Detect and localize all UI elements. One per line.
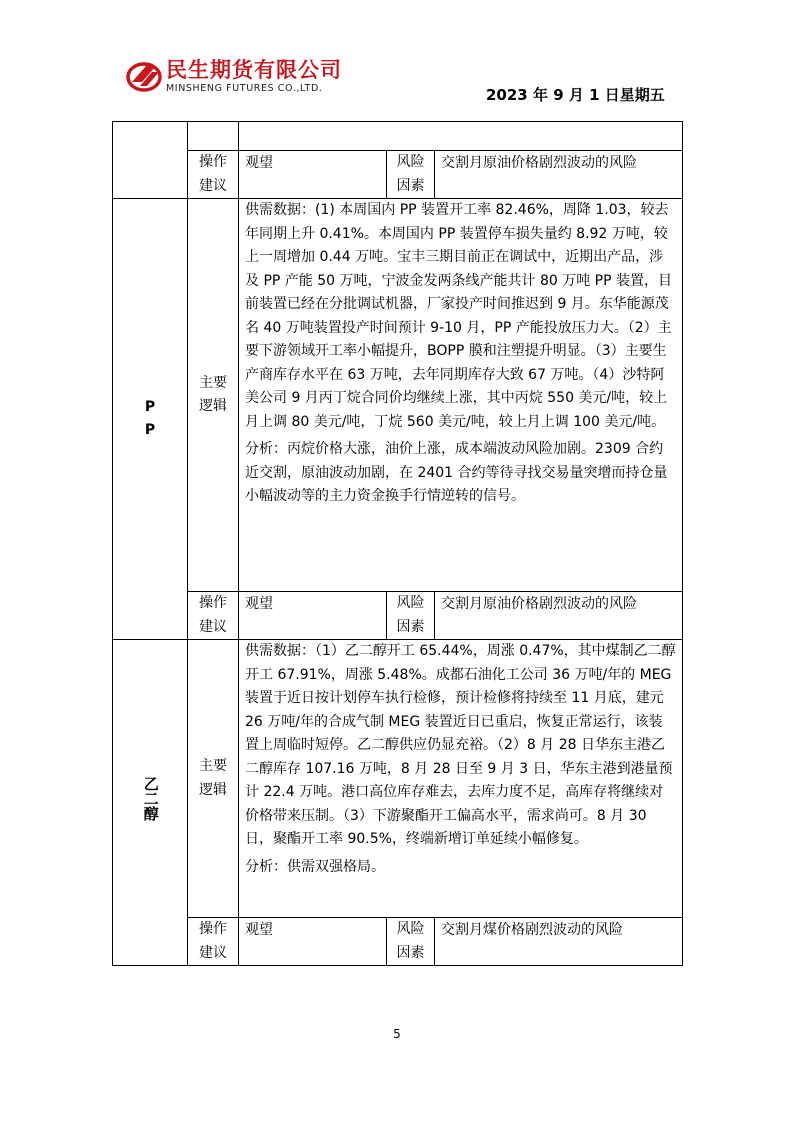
- risk-value: 交割月煤价格剧烈波动的风险: [435, 918, 683, 966]
- pp-logic-row: [113, 199, 683, 592]
- pp-supply-text: 供需数据：(1) 本周国内 PP 装置开工率 82.46%，周降 1.03，较去年同期上升 0.41%。本周国内 PP 装置停车损失量约 8.92 万吨，较上一周增加 0.44 万吨。宝丰三期目前正在调试中，近期出产品，涉及 PP 产能 50 万吨，宁波金发两条线产能共计 80 万吨 PP 装置，目前装置已经在分批调试机器，厂家投产时间推迟到 9 月。东华能源茂名 40 万吨装置投产时间预计 9-10 月，PP 产能投放压力大。（2）主要下游领域开工率小幅提升，BOPP 膜和注塑提升明显。（3）主要生产商库存水平在 63 万吨，去年同期库存大致 67 万吨。（4）沙特阿美公司 9 月丙丁烷合同价均继续上涨，其中丙烷 550 美元/吨，较上月上调 80 美元/吨，丁烷 560 美元/吨，较上月上调 100 美元/吨。: [245, 202, 672, 430]
- pp-analysis-text: 分析：丙烷价格大涨，油价上涨，成本端波动风险加剧。2309 合约近交割，原油波动加剧，在 2401 合约等待寻找交易量突增而持仓量小幅波动等的主力资金换手行情逆转的信号。: [245, 441, 668, 504]
- op-value: 观望: [239, 151, 387, 199]
- company-name-cn: 民生期货有限公司: [166, 58, 342, 82]
- pp-op-row: [113, 592, 683, 640]
- strategy-table: [112, 121, 683, 966]
- logo-mark-icon: [126, 58, 162, 94]
- meg-supply-text: 供需数据：（1）乙二醇开工 65.44%，周涨 0.47%，其中煤制乙二醇开工 67.91%，周涨 5.48%。成都石油化工公司 36 万吨/年的 MEG 装置于近日按计划停车执行检修，预计检修将持续至 11 月底，建元 26 万吨/年的合成气制 MEG 装置近日已重启，恢复正常运行，该装置上周临时短停。乙二醇供应仍显充裕。（2）8 月 28 日华东主港乙二醇库存 107.16 万吨，8 月 28 日至 9 月 3 日，华东主港到港量预计 22.4 万吨。港口高位库存难去，去库力度不足，高库存将继续对价格带来压制。（3）下游聚酯开工偏高水平，需求尚可。8 月 30 日，聚酯开工率 90.5%，终端新增订单延续小幅修复。: [245, 643, 676, 847]
- op-label: 操作 建议: [188, 918, 239, 966]
- report-date: 2023 年 9 月 1 日星期五: [486, 86, 665, 104]
- risk-value: 交割月原油价格剧烈波动的风险: [435, 592, 683, 640]
- risk-label: 风险 因素: [387, 151, 435, 199]
- meg-logic-row: [113, 640, 683, 918]
- top-op-row: [113, 151, 683, 199]
- previous-logic-label-cell: [188, 122, 239, 151]
- meg-logic-text: [239, 640, 683, 918]
- category-pp: P P: [113, 199, 188, 640]
- op-value: 观望: [239, 592, 387, 640]
- company-logo: [126, 56, 366, 100]
- op-label: 操作 建议: [188, 151, 239, 199]
- op-value: 观望: [239, 918, 387, 966]
- risk-label: 风险 因素: [387, 592, 435, 640]
- previous-logic-cell: [239, 122, 683, 151]
- op-label: 操作 建议: [188, 592, 239, 640]
- risk-value: 交割月原油价格剧烈波动的风险: [435, 151, 683, 199]
- risk-label: 风险 因素: [387, 918, 435, 966]
- meg-op-row: [113, 918, 683, 966]
- continuation-row: [113, 122, 683, 151]
- logic-label: 主要 逻辑: [188, 199, 239, 592]
- category-meg-cell: [113, 640, 188, 966]
- logic-label: 主要 逻辑: [188, 640, 239, 918]
- previous-category-cell: [113, 122, 188, 199]
- pp-logic-text: [239, 199, 683, 592]
- company-name-en: MINSHENG FUTURES CO.,LTD.: [166, 83, 323, 94]
- meg-analysis-text: 分析：供需双强格局。: [245, 858, 385, 875]
- page-number: 5: [393, 1027, 401, 1041]
- category-meg: 乙二醇: [141, 775, 160, 821]
